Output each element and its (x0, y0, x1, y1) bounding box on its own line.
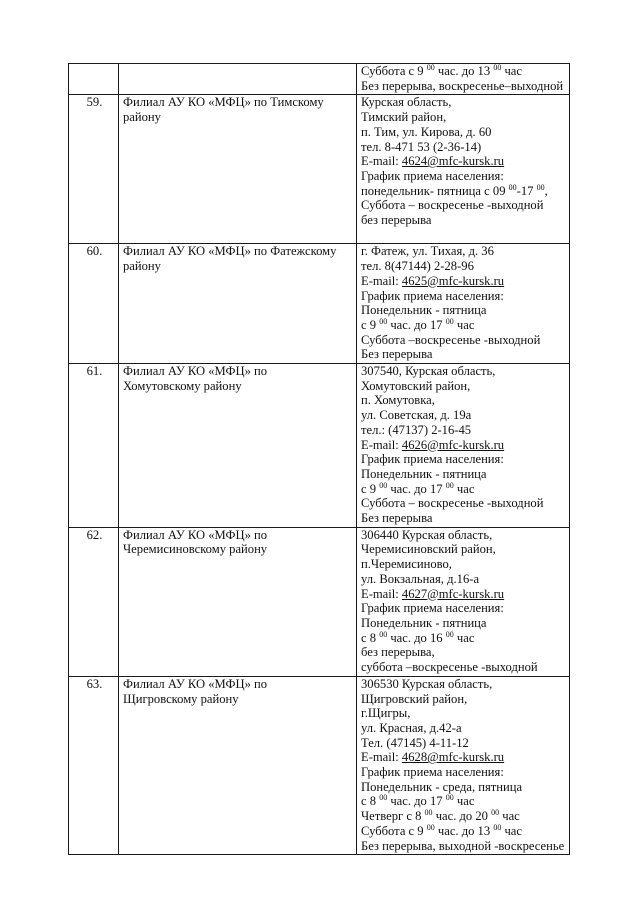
branch-name: Филиал АУ КО «МФЦ» по Тимскому району (119, 95, 357, 244)
branch-contacts (357, 364, 570, 528)
table-row (69, 364, 570, 528)
row-number: 59. (69, 95, 119, 244)
table-row (69, 676, 570, 854)
address-line: 306440 Курская область, (361, 527, 493, 542)
schedule-days: Понедельник - пятница (361, 615, 487, 630)
schedule-title: График приема населения: (361, 288, 504, 303)
name-cell (119, 64, 357, 95)
email-link[interactable]: 4625@mfc-kursk.ru (401, 273, 505, 288)
email-line: E-mail: 4624@mfc-kursk.ru (361, 154, 505, 169)
schedule-days: Понедельник - пятница (361, 303, 487, 318)
branch-contacts (357, 527, 570, 676)
table-row (69, 95, 570, 244)
branch-contacts (357, 95, 570, 244)
email-link[interactable]: 4627@mfc-kursk.ru (401, 586, 505, 601)
break-note: Без перерыва (361, 347, 433, 362)
info-cell (357, 64, 570, 95)
address-line: Черемисиновский район, (361, 542, 496, 557)
email-line: E-mail: 4628@mfc-kursk.ru (361, 750, 505, 765)
break-note: без перерыва (361, 213, 432, 228)
number-cell (69, 64, 119, 95)
schedule-title: График приема населения: (361, 765, 504, 780)
row-number: 61. (69, 364, 119, 528)
email-line: E-mail: 4627@mfc-kursk.ru (361, 586, 505, 601)
saturday-hours: Суббота с 9 $^{00}$ час. до 13 $^{00}$ час (361, 822, 522, 838)
address-line: ул. Советская, д. 19а (361, 408, 472, 423)
phone-line: тел. 8-471 53 (2-36-14) (361, 139, 482, 154)
branch-name: Филиал АУ КО «МФЦ» по Хомутовскому району (119, 364, 357, 528)
saturday-hours: Суббота с 9 $^{00}$ час. до 13 $^{00}$ час (361, 63, 522, 78)
thursday-hours: Четверг с 8 $^{00}$ час. до 20 $^{00}$ час (361, 808, 520, 824)
weekend-note: Суббота –воскресенье -выходной (361, 332, 541, 347)
branch-contacts (357, 244, 570, 364)
schedule-title: График приема населения: (361, 601, 504, 616)
email-link[interactable]: 4626@mfc-kursk.ru (401, 437, 505, 452)
branch-name: Филиал АУ КО «МФЦ» по Черемисиновскому району (119, 527, 357, 676)
row-number: 60. (69, 244, 119, 364)
address-line: 307540, Курская область, (361, 364, 496, 379)
address-line: 306530 Курская область, (361, 676, 493, 691)
email-link[interactable]: 4624@mfc-kursk.ru (401, 154, 505, 169)
schedule-title: График приема населения: (361, 452, 504, 467)
branch-contacts (357, 676, 570, 854)
schedule-days: Понедельник - пятница (361, 466, 487, 481)
address-line: п.Черемисиново, (361, 557, 452, 572)
address-line: г.Щигры, (361, 706, 411, 721)
branch-name: Филиал АУ КО «МФЦ» по Фатежскому району (119, 244, 357, 364)
row-number: 63. (69, 676, 119, 854)
address-line: Тимский район, (361, 110, 447, 125)
table-row (69, 527, 570, 676)
address-line: п. Хомутовка, (361, 393, 435, 408)
address-line: Курская область, (361, 95, 452, 110)
phone-line: тел. 8(47144) 2-28-96 (361, 259, 474, 274)
table-row (69, 244, 570, 364)
email-line: E-mail: 4626@mfc-kursk.ru (361, 437, 505, 452)
row-number: 62. (69, 527, 119, 676)
email-link[interactable]: 4628@mfc-kursk.ru (401, 750, 505, 765)
schedule-title: График приема населения: (361, 168, 504, 183)
address-line: Щигровский район, (361, 691, 468, 706)
email-line: E-mail: 4625@mfc-kursk.ru (361, 273, 505, 288)
weekend-note: суббота –воскресенье -выходной (361, 660, 538, 675)
break-note: Без перерыва (361, 511, 433, 526)
phone-line: Тел. (47145) 4-11-12 (361, 735, 469, 750)
address-line: ул. Вокзальная, д.16-а (361, 571, 480, 586)
address-line: п. Тим, ул. Кирова, д. 60 (361, 124, 492, 139)
branch-name: Филиал АУ КО «МФЦ» по Щигровскому району (119, 676, 357, 854)
weekend-note: Без перерыва, выходной -воскресенье (361, 838, 565, 853)
weekday-hours: с 9 $^{00}$ час. до 17 $^{00}$ час (361, 316, 475, 332)
branches-table (68, 63, 570, 855)
phone-line: тел.: (47137) 2-16-45 (361, 422, 472, 437)
weekend-note: Суббота – воскресенье -выходной (361, 198, 544, 213)
address-line: Хомутовский район, (361, 378, 471, 393)
weekday-hours: понедельник- пятница с 09 $^{00}$-17 $^{00}$, (361, 182, 548, 198)
weekday-hours: с 9 $^{00}$ час. до 17 $^{00}$ час (361, 480, 475, 496)
address-line: ул. Красная, д.42-а (361, 720, 462, 735)
weekend-note: Суббота – воскресенье -выходной (361, 496, 544, 511)
address-line: г. Фатеж, ул. Тихая, д. 36 (361, 244, 494, 259)
weekday-hours: с 8 $^{00}$ час. до 17 $^{00}$ час (361, 793, 475, 809)
schedule-days: Понедельник - среда, пятница (361, 779, 523, 794)
break-note: без перерыва, (361, 645, 435, 660)
no-break-note: Без перерыва, воскресенье–выходной (361, 78, 564, 93)
table-row-continuation (69, 64, 570, 95)
weekday-hours: с 8 $^{00}$ час. до 16 $^{00}$ час (361, 629, 475, 645)
